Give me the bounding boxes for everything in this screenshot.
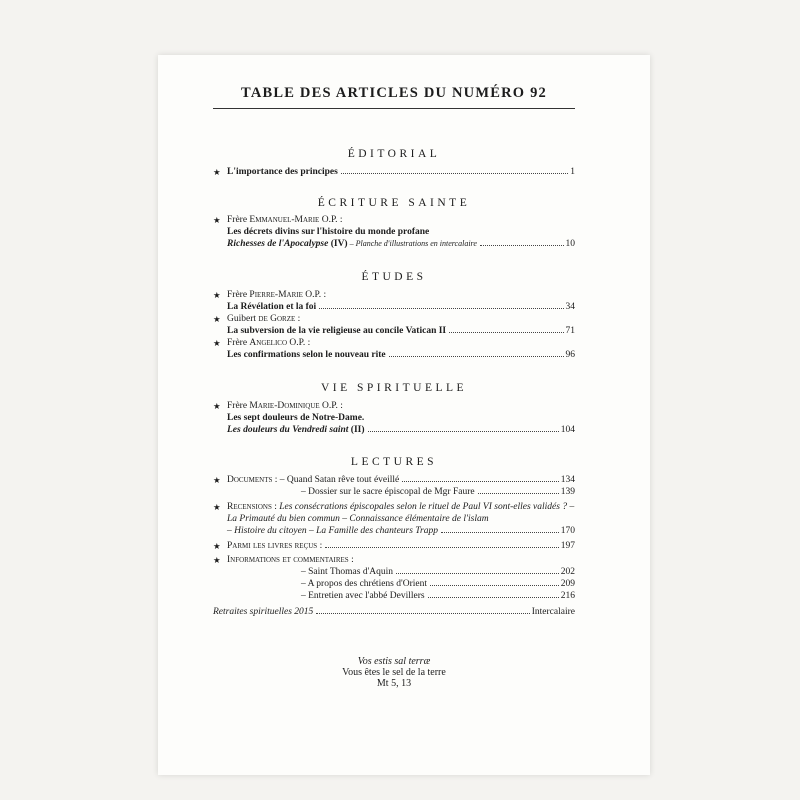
dot-leader xyxy=(341,173,568,174)
page-number: 202 xyxy=(560,567,575,577)
recensions-text: Recensions : Les consécrations épiscopales selon le rituel de Paul VI sont-elles validés ? – La Primauté du bien commun – Connaissance élémentaire de l'islam xyxy=(227,502,575,524)
entry-etudes-3 xyxy=(213,337,575,361)
section-heading-ecriture: ÉCRITURE SAINTE xyxy=(317,197,471,209)
dot-leader xyxy=(430,585,559,586)
entry-ecriture xyxy=(213,214,575,250)
toc-line xyxy=(227,349,575,361)
toc-line xyxy=(227,590,575,602)
star-icon: ★ xyxy=(213,502,221,512)
article-title: Les décrets divins sur l'histoire du monde profane xyxy=(227,227,430,237)
star-icon: ★ xyxy=(213,314,221,324)
article-title: Les confirmations selon le nouveau rite xyxy=(227,350,386,360)
toc-line xyxy=(227,540,575,552)
section-heading-vie: VIE SPIRITUELLE xyxy=(320,382,468,394)
section-heading-lectures: LECTURES xyxy=(350,456,438,468)
toc-line xyxy=(227,325,575,337)
toc-line xyxy=(227,301,575,313)
dot-leader xyxy=(480,245,564,246)
epigraph xyxy=(213,656,575,689)
category-label: Parmi les livres reçus : xyxy=(227,541,323,551)
entry-retraites xyxy=(213,606,575,618)
epigraph-reference: Mt 5, 13 xyxy=(376,678,412,689)
item-title: – Dossier sur le sacre épiscopal de Mgr Faure xyxy=(301,487,475,497)
dot-leader xyxy=(319,308,563,309)
entry-livres xyxy=(213,540,575,552)
item-title: – Saint Thomas d'Aquin xyxy=(301,567,394,577)
category-label: Recensions : xyxy=(227,502,277,512)
toc-line xyxy=(227,474,575,486)
page-number: 170 xyxy=(560,526,575,536)
author-name: Frère Angelico O.P. : xyxy=(227,338,311,348)
category-label: Informations et commentaires : xyxy=(227,555,354,565)
page-title: TABLE DES ARTICLES DU NUMÉRO 92 xyxy=(213,85,575,109)
article-title: Les sept douleurs de Notre-Dame. xyxy=(227,413,365,423)
item-title: – Entretien avec l'abbé Devillers xyxy=(301,591,425,601)
author-name: Frère Marie-Dominique O.P. : xyxy=(227,401,343,411)
page-number: 197 xyxy=(560,541,575,551)
category-label: Documents : xyxy=(227,475,278,485)
entry-recensions xyxy=(213,501,575,537)
dot-leader xyxy=(396,573,559,574)
article-note: – Planche d'illustrations en intercalaire xyxy=(347,239,477,248)
toc-line xyxy=(227,166,575,178)
star-icon: ★ xyxy=(213,290,221,300)
item-title: – A propos des chrétiens d'Orient xyxy=(301,579,427,589)
star-icon: ★ xyxy=(213,338,221,348)
article-subtitle: Richesses de l'Apocalypse xyxy=(227,239,329,249)
item-title: – Quand Satan rêve tout éveillé xyxy=(279,475,400,485)
item-title: – Histoire du citoyen – La Famille des chanteurs Trapp xyxy=(227,526,439,536)
author-name: Frère Pierre-Marie O.P. : xyxy=(227,290,327,300)
star-icon: ★ xyxy=(213,541,221,551)
dot-leader xyxy=(449,332,563,333)
page-number: 71 xyxy=(565,326,575,336)
page-number: 104 xyxy=(560,425,575,435)
entry-vie xyxy=(213,400,575,436)
article-subtitle: Les douleurs du Vendredi saint xyxy=(227,425,349,435)
page-number: 139 xyxy=(560,487,575,497)
page-number: 1 xyxy=(570,167,575,177)
article-title: L'importance des principes xyxy=(227,167,338,177)
dot-leader xyxy=(325,547,559,548)
star-icon: ★ xyxy=(213,215,221,225)
page-number: 209 xyxy=(560,579,575,589)
page-number: 216 xyxy=(560,591,575,601)
dot-leader xyxy=(368,431,559,432)
article-title: La Révélation et la foi xyxy=(227,302,317,312)
page-number: 96 xyxy=(565,350,575,360)
page-number: 34 xyxy=(565,302,575,312)
item-title: Retraites spirituelles 2015 xyxy=(213,607,314,617)
article-title: La subversion de la vie religieuse au concile Vatican II xyxy=(227,326,447,336)
section-heading-editorial: ÉDITORIAL xyxy=(347,148,441,160)
toc-line xyxy=(227,578,575,590)
dot-leader xyxy=(402,481,558,482)
entry-etudes-1 xyxy=(213,289,575,313)
toc-line xyxy=(227,566,575,578)
author-name: Frère Emmanuel-Marie O.P. : xyxy=(227,215,343,225)
dot-leader xyxy=(428,597,559,598)
journal-page xyxy=(158,55,650,775)
entry-informations xyxy=(213,554,575,602)
toc-line xyxy=(227,486,575,498)
toc-line: Richesses de l'Apocalypse (IV) – Planche d'illustrations en intercalaire 10 xyxy=(227,239,575,249)
author-name: Guibert de Gorze : xyxy=(227,314,301,324)
star-icon: ★ xyxy=(213,401,221,411)
page-number: 134 xyxy=(560,475,575,485)
page-number: Intercalaire xyxy=(531,607,575,617)
table-of-contents xyxy=(213,85,575,689)
page-number: 10 xyxy=(565,239,575,249)
star-icon: ★ xyxy=(213,555,221,565)
toc-line xyxy=(227,525,575,537)
toc-line: Les douleurs du Vendredi saint (II) 104 xyxy=(227,425,575,435)
entry-etudes-2 xyxy=(213,313,575,337)
dot-leader xyxy=(478,493,559,494)
entry-editorial xyxy=(213,166,575,178)
dot-leader xyxy=(316,613,529,614)
star-icon: ★ xyxy=(213,167,221,177)
dot-leader xyxy=(389,356,564,357)
dot-leader xyxy=(441,532,559,533)
epigraph-french: Vous êtes le sel de la terre xyxy=(342,667,446,678)
entry-documents xyxy=(213,474,575,498)
section-heading-etudes: ÉTUDES xyxy=(361,271,427,283)
epigraph-latin: Vos estis sal terræ xyxy=(357,656,431,667)
star-icon: ★ xyxy=(213,475,221,485)
